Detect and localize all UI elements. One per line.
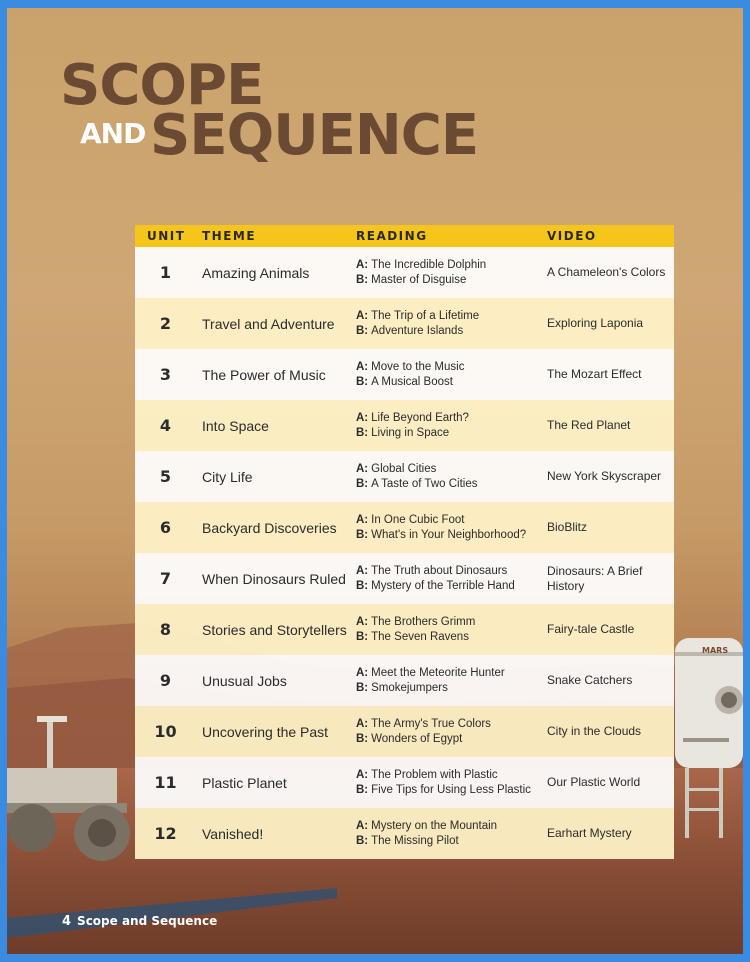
unit-video: Snake Catchers xyxy=(547,673,633,687)
table-row xyxy=(135,553,674,604)
reading-b xyxy=(356,681,540,696)
reading-b-title: Master of Disguise xyxy=(371,273,467,286)
unit-reading xyxy=(349,717,540,747)
unit-number: 10 xyxy=(154,722,177,741)
title-and: AND xyxy=(80,117,146,150)
reading-b xyxy=(356,528,540,543)
reading-a-title: Life Beyond Earth? xyxy=(371,411,469,424)
reading-a xyxy=(356,768,540,783)
unit-theme: The Power of Music xyxy=(202,366,326,383)
unit-video: The Red Planet xyxy=(547,418,631,432)
reading-a-label: A: xyxy=(356,462,369,475)
reading-a-label: A: xyxy=(356,615,369,628)
unit-theme: Backyard Discoveries xyxy=(202,519,337,536)
reading-b xyxy=(356,324,540,339)
table-row xyxy=(135,349,674,400)
reading-a-label: A: xyxy=(356,513,369,526)
footer-label: Scope and Sequence xyxy=(77,914,218,928)
reading-b xyxy=(356,783,540,798)
table-row xyxy=(135,808,674,859)
reading-b-title: Five Tips for Using Less Plastic xyxy=(371,783,531,796)
unit-number: 6 xyxy=(159,518,172,537)
unit-reading xyxy=(349,360,540,390)
reading-a-label: A: xyxy=(356,411,369,424)
reading-a-label: A: xyxy=(356,258,369,271)
unit-theme: Plastic Planet xyxy=(202,774,287,791)
table-row xyxy=(135,502,674,553)
reading-b-label: B: xyxy=(356,528,369,541)
unit-number: 8 xyxy=(159,620,172,639)
unit-reading xyxy=(349,309,540,339)
unit-theme: Stories and Storytellers xyxy=(202,621,347,638)
unit-reading xyxy=(349,513,540,543)
table-row xyxy=(135,247,674,298)
unit-theme: City Life xyxy=(202,468,253,485)
page xyxy=(7,8,743,954)
page-number: 4 xyxy=(62,914,72,929)
reading-a-title: The Truth about Dinosaurs xyxy=(371,564,508,577)
unit-theme: Amazing Animals xyxy=(202,264,310,281)
reading-b xyxy=(356,426,540,441)
reading-a-label: A: xyxy=(356,819,369,832)
unit-video: Dinosaurs: A Brief History xyxy=(547,563,643,593)
unit-video: A Chameleon's Colors xyxy=(547,265,666,279)
reading-b-title: Wonders of Egypt xyxy=(371,732,463,745)
unit-reading xyxy=(349,462,540,492)
reading-b xyxy=(356,834,540,849)
reading-b-label: B: xyxy=(356,579,369,592)
reading-a xyxy=(356,360,540,375)
reading-b-title: The Missing Pilot xyxy=(371,834,459,847)
rover-illustration xyxy=(7,708,147,868)
unit-video: New York Skyscraper xyxy=(547,469,662,483)
unit-video: City in the Clouds xyxy=(547,724,642,738)
reading-a-title: The Trip of a Lifetime xyxy=(371,309,480,322)
reading-b-label: B: xyxy=(356,681,369,694)
unit-reading xyxy=(349,564,540,594)
reading-a xyxy=(356,462,540,477)
table-row xyxy=(135,655,674,706)
reading-a xyxy=(356,258,540,273)
unit-theme: Uncovering the Past xyxy=(202,723,329,740)
unit-number: 2 xyxy=(159,314,172,333)
reading-b xyxy=(356,375,540,390)
habitat-mars-label: MARS xyxy=(702,646,729,655)
reading-a xyxy=(356,819,540,834)
reading-b xyxy=(356,630,540,645)
header-video: VIDEO xyxy=(547,229,597,243)
title-scope: SCOPE xyxy=(60,53,264,118)
reading-b-title: Living in Space xyxy=(371,426,450,439)
reading-a-label: A: xyxy=(356,768,369,781)
reading-a xyxy=(356,717,540,732)
unit-video: Our Plastic World xyxy=(547,775,641,789)
unit-number: 7 xyxy=(159,569,172,588)
reading-b-label: B: xyxy=(356,630,369,643)
unit-video: Earhart Mystery xyxy=(547,826,632,840)
header-reading: READING xyxy=(356,229,428,243)
reading-b xyxy=(356,579,540,594)
reading-b-label: B: xyxy=(356,477,369,490)
unit-number: 4 xyxy=(159,416,172,435)
reading-b-label: B: xyxy=(356,834,369,847)
reading-b-title: What's in Your Neighborhood? xyxy=(371,528,527,541)
reading-a-label: A: xyxy=(356,360,369,373)
reading-a-title: Move to the Music xyxy=(371,360,465,373)
unit-reading xyxy=(349,615,540,645)
reading-b xyxy=(356,477,540,492)
reading-b xyxy=(356,273,540,288)
reading-a-title: The Army's True Colors xyxy=(371,717,491,730)
reading-a-title: The Problem with Plastic xyxy=(371,768,498,781)
table-header xyxy=(135,225,674,247)
reading-a-title: The Incredible Dolphin xyxy=(371,258,487,271)
reading-b-title: A Taste of Two Cities xyxy=(371,477,478,490)
page-footer xyxy=(62,914,217,929)
scope-table xyxy=(135,225,674,859)
reading-a-label: A: xyxy=(356,564,369,577)
reading-a-title: Global Cities xyxy=(371,462,437,475)
reading-a xyxy=(356,564,540,579)
unit-video: BioBlitz xyxy=(547,520,588,534)
unit-reading xyxy=(349,768,540,798)
reading-a xyxy=(356,411,540,426)
reading-b-label: B: xyxy=(356,324,369,337)
unit-video: Exploring Laponia xyxy=(547,316,644,330)
reading-a-title: The Brothers Grimm xyxy=(371,615,476,628)
table-row xyxy=(135,298,674,349)
reading-b-label: B: xyxy=(356,273,369,286)
reading-a-label: A: xyxy=(356,717,369,730)
reading-b-title: Mystery of the Terrible Hand xyxy=(371,579,515,592)
reading-a-label: A: xyxy=(356,309,369,322)
reading-b-title: Smokejumpers xyxy=(371,681,448,694)
unit-video: The Mozart Effect xyxy=(547,367,642,381)
unit-theme: Travel and Adventure xyxy=(202,315,335,332)
reading-b-label: B: xyxy=(356,732,369,745)
reading-b-title: A Musical Boost xyxy=(371,375,453,388)
reading-b-label: B: xyxy=(356,426,369,439)
table-row xyxy=(135,706,674,757)
table-row xyxy=(135,604,674,655)
unit-reading xyxy=(349,666,540,696)
reading-a-title: In One Cubic Foot xyxy=(371,513,465,526)
unit-number: 11 xyxy=(154,773,177,792)
unit-theme: Unusual Jobs xyxy=(202,672,287,689)
reading-a-title: Meet the Meteorite Hunter xyxy=(371,666,505,679)
unit-number: 3 xyxy=(159,365,172,384)
table-row xyxy=(135,451,674,502)
table-row xyxy=(135,400,674,451)
header-unit: UNIT xyxy=(147,229,186,243)
reading-b-label: B: xyxy=(356,375,369,388)
unit-reading xyxy=(349,258,540,288)
header-theme: THEME xyxy=(202,229,257,243)
reading-b-title: Adventure Islands xyxy=(371,324,464,337)
table-body xyxy=(135,247,674,859)
reading-b xyxy=(356,732,540,747)
reading-a-label: A: xyxy=(356,666,369,679)
unit-number: 12 xyxy=(154,824,177,843)
unit-reading xyxy=(349,411,540,441)
unit-video: Fairy-tale Castle xyxy=(547,622,635,636)
unit-theme: Vanished! xyxy=(202,825,264,842)
table-row xyxy=(135,757,674,808)
reading-a xyxy=(356,309,540,324)
reading-a-title: Mystery on the Mountain xyxy=(371,819,498,832)
unit-reading xyxy=(349,819,540,849)
unit-theme: When Dinosaurs Ruled xyxy=(202,570,346,587)
unit-number: 5 xyxy=(159,467,172,486)
unit-theme: Into Space xyxy=(202,417,269,434)
habitat-illustration xyxy=(675,628,743,848)
reading-a xyxy=(356,513,540,528)
reading-a xyxy=(356,666,540,681)
reading-a xyxy=(356,615,540,630)
reading-b-label: B: xyxy=(356,783,369,796)
unit-number: 9 xyxy=(159,671,172,690)
unit-number: 1 xyxy=(159,263,172,282)
title-sequence: SEQUENCE xyxy=(150,103,479,168)
reading-b-title: The Seven Ravens xyxy=(371,630,469,643)
